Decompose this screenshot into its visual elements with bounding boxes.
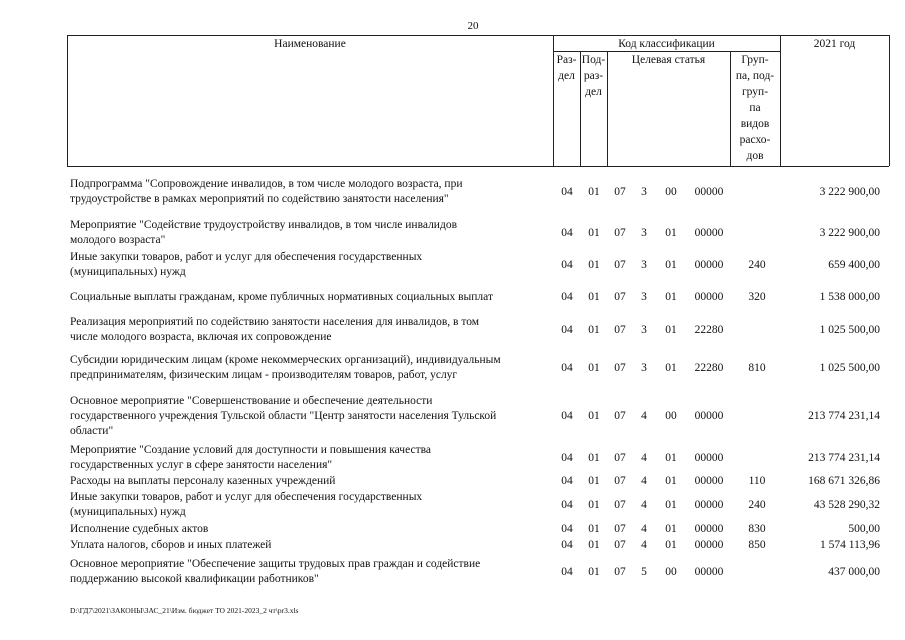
- row-podrazdel: 01: [588, 452, 600, 464]
- row-name: Основное мероприятие "Совершенствование и обеспечение деятельности государственного учреждения Тульской области "Центр занятости населения Тульской области": [70, 395, 497, 437]
- row-name: Основное мероприятие "Обеспечение защиты трудовых прав граждан и содействие поддержанию высокой квалификации работников": [70, 558, 481, 585]
- row-podrazdel: 01: [588, 539, 600, 551]
- row-razdel: 04: [561, 186, 573, 198]
- row-direction: 00000: [694, 259, 724, 271]
- row-subprogram: 3: [641, 186, 647, 198]
- row-razdel: 04: [561, 227, 573, 239]
- row-event: 01: [665, 452, 677, 464]
- row-podrazdel: 01: [588, 566, 600, 578]
- row-name: Иные закупки товаров, работ и услуг для обеспечения государственных (муниципальных) нужд: [70, 251, 423, 278]
- row-program: 07: [614, 452, 626, 464]
- row-subprogram: 3: [641, 324, 647, 336]
- row-podrazdel: 01: [588, 475, 600, 487]
- row-amount: 659 400,00: [828, 259, 880, 271]
- row-razdel: 04: [561, 362, 573, 374]
- row-podrazdel: 01: [588, 227, 600, 239]
- row-group: 240: [748, 499, 766, 511]
- row-event: 01: [665, 227, 677, 239]
- row-podrazdel: 01: [588, 410, 600, 422]
- row-program: 07: [614, 324, 626, 336]
- row-amount: 1 025 500,00: [819, 362, 880, 374]
- row-razdel: 04: [561, 452, 573, 464]
- row-event: 00: [665, 566, 677, 578]
- row-event: 00: [665, 186, 677, 198]
- page-number: 20: [467, 20, 479, 32]
- row-group: 830: [748, 523, 766, 535]
- row-razdel: 04: [561, 566, 573, 578]
- row-group: 320: [748, 291, 766, 303]
- row-program: 07: [614, 291, 626, 303]
- row-amount: 1 538 000,00: [819, 291, 880, 303]
- row-name: Расходы на выплаты персоналу казенных учреждений: [70, 475, 336, 487]
- row-direction: 00000: [694, 499, 724, 511]
- row-subprogram: 3: [641, 291, 647, 303]
- row-subprogram: 5: [641, 566, 647, 578]
- header-target: Целевая статья: [631, 54, 706, 66]
- row-podrazdel: 01: [588, 291, 600, 303]
- row-razdel: 04: [561, 291, 573, 303]
- row-podrazdel: 01: [588, 523, 600, 535]
- row-podrazdel: 01: [588, 259, 600, 271]
- row-subprogram: 4: [641, 410, 647, 422]
- row-group: 110: [748, 475, 766, 487]
- row-podrazdel: 01: [588, 186, 600, 198]
- row-subprogram: 3: [641, 362, 647, 374]
- row-group: 850: [748, 539, 766, 551]
- row-direction: 00000: [694, 227, 724, 239]
- row-program: 07: [614, 227, 626, 239]
- row-name: Уплата налогов, сборов и иных платежей: [70, 539, 272, 551]
- row-event: 01: [665, 291, 677, 303]
- header-name: Наименование: [274, 38, 346, 50]
- row-name: Исполнение судебных актов: [70, 523, 209, 535]
- row-name: Мероприятие "Создание условий для доступности и повышения качества государственных услуг в сфере занятости населения": [70, 444, 431, 471]
- row-name: Субсидии юридическим лицам (кроме некоммерческих организаций), индивидуальным предпринимателям, физическим лицам - производителям товаров, работ, услуг: [70, 354, 501, 381]
- row-subprogram: 4: [641, 499, 647, 511]
- row-name: Подпрограмма "Сопровождение инвалидов, в том числе молодого возраста, при трудоустройстве в рамках мероприятий по содействию занятости населения": [70, 178, 463, 205]
- row-program: 07: [614, 475, 626, 487]
- row-event: 01: [665, 539, 677, 551]
- row-name: Социальные выплаты гражданам, кроме публичных нормативных социальных выплат: [70, 291, 493, 303]
- row-direction: 00000: [694, 186, 724, 198]
- row-event: 00: [665, 410, 677, 422]
- row-direction: 00000: [694, 452, 724, 464]
- row-amount: 43 528 290,32: [813, 499, 880, 511]
- header-code: Код классификации: [618, 38, 715, 50]
- row-amount: 213 774 231,14: [808, 452, 880, 464]
- row-subprogram: 4: [641, 523, 647, 535]
- row-podrazdel: 01: [588, 324, 600, 336]
- row-program: 07: [614, 362, 626, 374]
- header-group: Груп- па, под- груп- па видов расхо- дов: [735, 54, 775, 162]
- row-amount: 500,00: [848, 523, 880, 535]
- row-subprogram: 3: [641, 259, 647, 271]
- row-amount: 168 671 326,86: [808, 475, 880, 487]
- row-razdel: 04: [561, 410, 573, 422]
- row-razdel: 04: [561, 499, 573, 511]
- row-event: 01: [665, 324, 677, 336]
- header-podrazdel: Под- раз- дел: [581, 54, 606, 98]
- row-name: Реализация мероприятий по содействию занятости населения для инвалидов, в том числе молодого возраста, включая их сопровождение: [70, 316, 480, 343]
- row-amount: 1 574 113,96: [820, 539, 880, 551]
- row-subprogram: 4: [641, 539, 647, 551]
- row-direction: 00000: [694, 475, 724, 487]
- row-direction: 00000: [694, 539, 724, 551]
- row-razdel: 04: [561, 475, 573, 487]
- row-group: 240: [748, 259, 766, 271]
- row-program: 07: [614, 259, 626, 271]
- file-path-footer: D:\ГД7\2021\ЗАКОНЫ\ЗАС_21\Изм. бюджет ТО 2021-2023_2 чт\pr3.xls: [70, 606, 299, 615]
- row-direction: 00000: [694, 523, 724, 535]
- row-subprogram: 4: [641, 475, 647, 487]
- row-razdel: 04: [561, 324, 573, 336]
- row-program: 07: [614, 566, 626, 578]
- row-subprogram: 4: [641, 452, 647, 464]
- row-direction: 00000: [694, 566, 724, 578]
- row-direction: 22280: [694, 324, 724, 336]
- row-razdel: 04: [561, 539, 573, 551]
- row-group: 810: [748, 362, 766, 374]
- row-amount: 1 025 500,00: [819, 324, 880, 336]
- row-event: 01: [665, 259, 677, 271]
- row-event: 01: [665, 362, 677, 374]
- header-year: 2021 год: [813, 38, 856, 50]
- row-razdel: 04: [561, 259, 573, 271]
- row-direction: 00000: [694, 291, 724, 303]
- row-program: 07: [614, 539, 626, 551]
- row-direction: 00000: [694, 410, 724, 422]
- row-razdel: 04: [561, 523, 573, 535]
- row-direction: 22280: [694, 362, 724, 374]
- row-event: 01: [665, 523, 677, 535]
- row-podrazdel: 01: [588, 499, 600, 511]
- row-amount: 3 222 900,00: [819, 227, 880, 239]
- row-event: 01: [665, 499, 677, 511]
- row-name: Мероприятие "Содействие трудоустройству инвалидов, в том числе инвалидов молодого возраста": [70, 219, 457, 246]
- row-podrazdel: 01: [588, 362, 600, 374]
- row-amount: 3 222 900,00: [819, 186, 880, 198]
- row-subprogram: 3: [641, 227, 647, 239]
- row-program: 07: [614, 410, 626, 422]
- row-program: 07: [614, 523, 626, 535]
- header-razdel: Раз- дел: [556, 54, 577, 82]
- row-amount: 213 774 231,14: [808, 410, 880, 422]
- row-program: 07: [614, 499, 626, 511]
- row-amount: 437 000,00: [828, 566, 880, 578]
- row-event: 01: [665, 475, 677, 487]
- row-program: 07: [614, 186, 626, 198]
- row-name: Иные закупки товаров, работ и услуг для обеспечения государственных (муниципальных) нужд: [70, 491, 423, 518]
